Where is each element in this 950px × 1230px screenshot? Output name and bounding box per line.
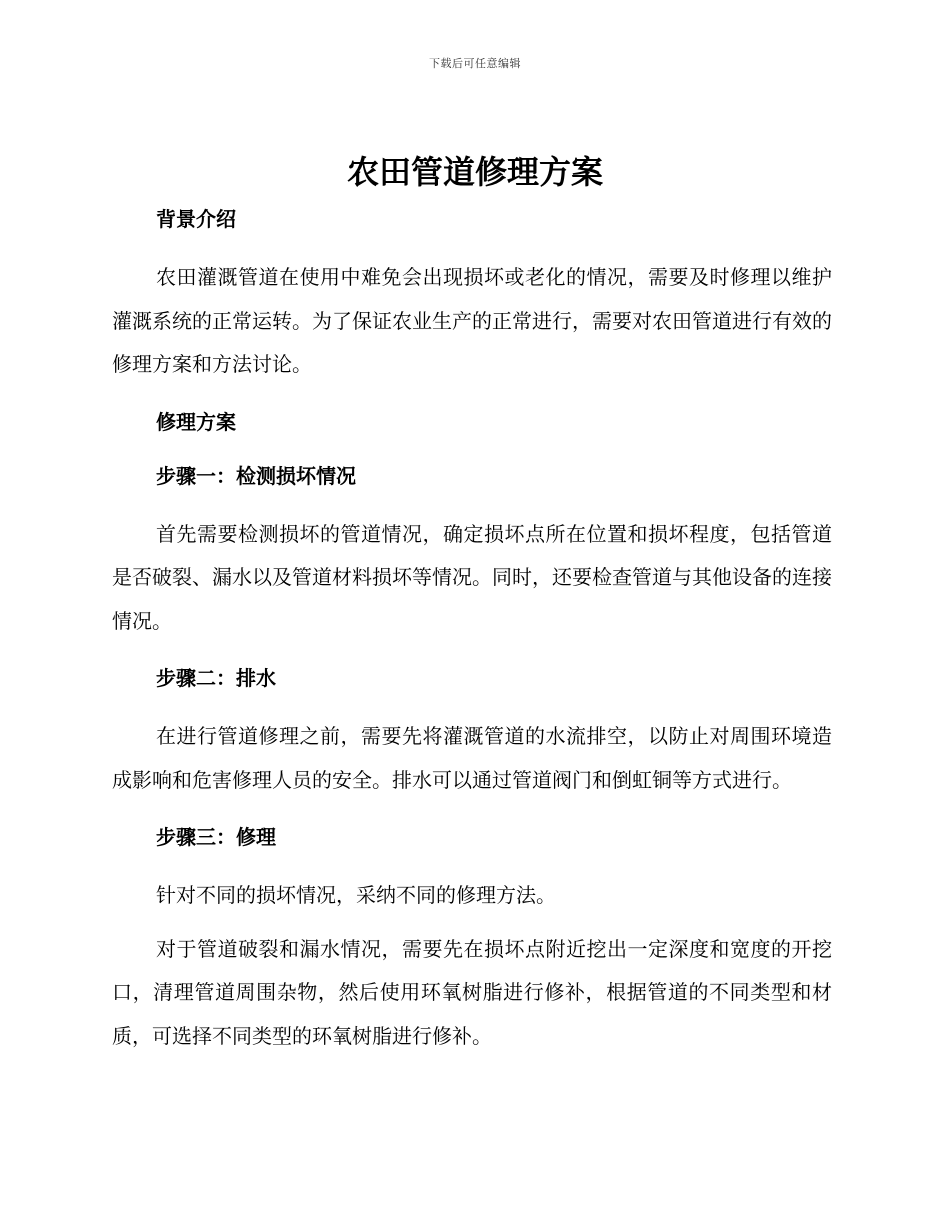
document-body (112, 200, 832, 1058)
section-heading-background: 背景介绍 (156, 207, 236, 231)
paragraph-step2: 在进行管道修理之前，需要先将灌溉管道的水流排空，以防止对周围环境造成影响和危害修理人员的安全。排水可以通过管道阀门和倒虹铜等方式进行。 (112, 724, 832, 792)
paragraph-step3-intro: 针对不同的损坏情况，采纳不同的修理方法。 (156, 883, 556, 907)
step1-heading: 步骤一：检测损坏情况 (156, 463, 356, 488)
paragraph-step1: 首先需要检测损坏的管道情况，确定损坏点所在位置和损坏程度，包括管道是否破裂、漏水以及管道材料损坏等情况。同时，还要检查管道与其他设备的连接情况。 (112, 521, 832, 633)
header-note: 下载后可任意编辑 (429, 57, 521, 70)
step2-heading: 步骤二：排水 (156, 666, 276, 690)
page-title: 农田管道修理方案 (346, 153, 603, 191)
paragraph-step3-detail: 对于管道破裂和漏水情况，需要先在损坏点附近挖出一定深度和宽度的开挖口，清理管道周围杂物，然后使用环氧树脂进行修补，根据管道的不同类型和材质，可选择不同类型的环氧树脂进行修补。 (112, 936, 832, 1048)
section-heading-plan: 修理方案 (156, 409, 236, 434)
paragraph-background: 农田灌溉管道在使用中难免会出现损坏或老化的情况，需要及时修理以维护灌溉系统的正常运转。为了保证农业生产的正常进行，需要对农田管道进行有效的修理方案和方法讨论。 (112, 265, 832, 376)
step3-heading: 步骤三：修理 (156, 825, 276, 849)
